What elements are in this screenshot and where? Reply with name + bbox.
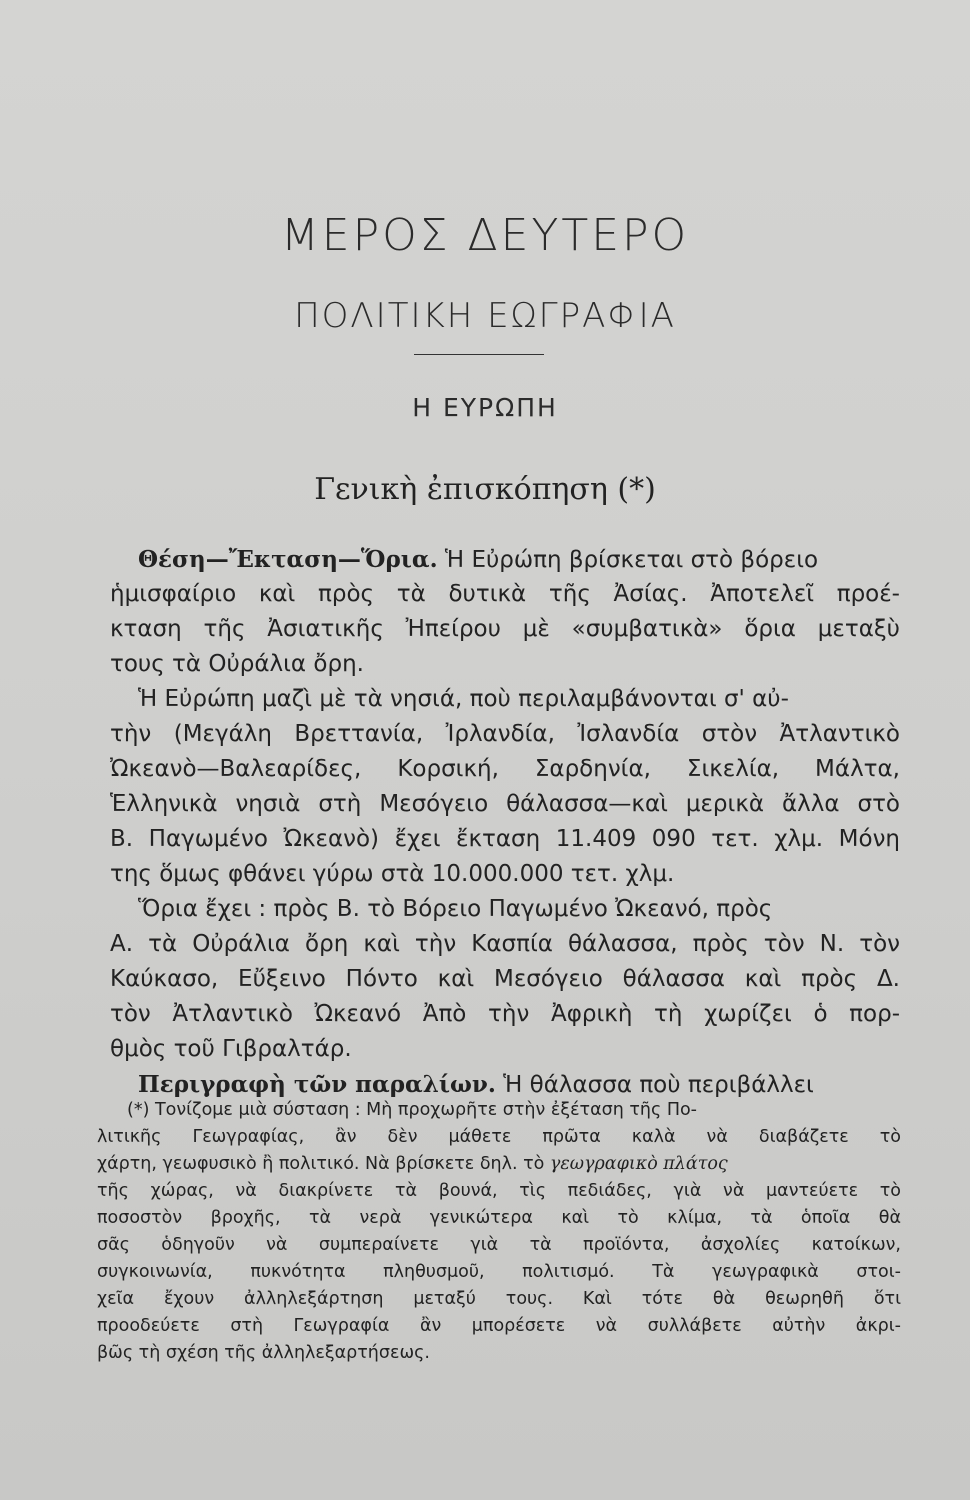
- paragraph-position-line-1: [110, 542, 900, 577]
- text-span: Ἡ Εὐρώπη βρίσκεται στὸ βόρειο: [437, 547, 819, 573]
- footnote-line-7: συγκοινωνία, πυκνότητα πληθυσμοῦ, πολιτισμό. Τὰ γεωγραφικὰ στοι-: [97, 1262, 901, 1282]
- paragraph-area-line-2: τὴν (Μεγάλη Βρεττανία, Ἰρλανδία, Ἰσλανδία στὸν Ἀτλαντικὸ: [110, 721, 900, 747]
- paragraph-position-line-3: κταση τῆς Ἀσιατικῆς Ἠπείρου μὲ «συμβατικὰ» ὅρια μεταξὺ: [110, 616, 900, 642]
- footnote-line-10: βῶς τὴ σχέση τῆς ἀλληλεξαρτήσεως.: [97, 1343, 430, 1363]
- paragraph-area-line-5: Β. Παγωμένο Ὠκεανὸ) ἔχει ἔκταση 11.409 090 τετ. χλμ. Μόνη: [110, 826, 900, 852]
- paragraph-area-line-1: Ἡ Εὐρώπη μαζὶ μὲ τὰ νησιά, ποὺ περιλαμβάνονται σ' αὐ-: [138, 686, 789, 712]
- chapter-title: Η ΕΥΡΩΠΗ: [412, 393, 558, 422]
- section-title: ΠΟΛΙΤΙΚΗ ΕΩΓΡΑΦΙΑ: [294, 296, 676, 336]
- paragraph-borders-line-3: Καύκασο, Εὔξεινο Πόντο καὶ Μεσόγειο θάλασσα καὶ πρὸς Δ.: [110, 966, 900, 992]
- footnote-line-8: χεῖα ἔχουν ἀλληλεξάρτηση μεταξύ τους. Καὶ τότε θὰ θεωρηθῆ ὅτι: [97, 1289, 901, 1309]
- paragraph-position-line-2: ἡμισφαίριο καὶ πρὸς τὰ δυτικὰ τῆς Ἀσίας. Ἀποτελεῖ προέ-: [110, 581, 900, 607]
- footnote-line-4: τῆς χώρας, νὰ διακρίνετε τὰ βουνά, τὶς πεδιάδες, γιὰ νὰ μαντεύετε τὸ: [97, 1181, 901, 1201]
- footnote-line-3: [97, 1151, 901, 1178]
- paragraph-borders-line-5: θμὸς τοῦ Γιβραλτάρ.: [110, 1036, 352, 1062]
- text-span: χάρτη, γεωφυσικὸ ἢ πολιτικό. Νὰ βρίσκετε δηλ. τὸ: [97, 1154, 550, 1174]
- body-text: [110, 542, 900, 1102]
- footnote-line-2: λιτικῆς Γεωγραφίας, ἂν δὲν μάθετε πρῶτα καλὰ νὰ διαβάζετε τὸ: [97, 1127, 901, 1147]
- italic-term: γεωγραφικὸ πλάτος: [549, 1154, 728, 1174]
- paragraph-borders-line-4: τὸν Ἀτλαντικὸ Ὠκεανό Ἀπὸ τὴν Ἀφρικὴ τὴ χωρίζει ὁ πορ-: [110, 1001, 900, 1027]
- paragraph-borders-line-2: Α. τὰ Οὐράλια ὄρη καὶ τὴν Κασπία θάλασσα, πρὸς τὸν Ν. τὸν: [110, 931, 900, 957]
- footnote: [97, 1097, 901, 1367]
- footnote-line-9: προοδεύετε στὴ Γεωγραφία ἂν μπορέσετε νὰ συλλάβετε αὐτὴν ἀκρι-: [97, 1316, 901, 1336]
- paragraph-position-line-4: τους τὰ Οὐράλια ὄρη.: [110, 651, 364, 677]
- paragraph-area-line-4: Ἑλληνικὰ νησιὰ στὴ Μεσόγειο θάλασσα—καὶ μερικὰ ἄλλα στὸ: [110, 791, 900, 817]
- footnote-line-1: (*) Τονίζομε μιὰ σύσταση : Μὴ προχωρῆτε στὴν ἐξέταση τῆς Πο-: [127, 1100, 697, 1120]
- title-divider: [414, 354, 544, 355]
- paragraph-area-line-3: Ὠκεανὸ—Βαλεαρίδες, Κορσική, Σαρδηνία, Σικελία, Μάλτα,: [110, 756, 900, 782]
- footnote-line-5: ποσοστὸν βροχῆς, τὰ νερὰ γενικώτερα καὶ τὸ κλίμα, τὰ ὁποῖα θὰ: [97, 1208, 901, 1228]
- paragraph-borders-line-1: Ὅρια ἔχει : πρὸς Β. τὸ Βόρειο Παγωμένο Ὠκεανό, πρὸς: [138, 896, 773, 922]
- paragraph-area-line-6: της ὅμως φθάνει γύρω στὰ 10.000.000 τετ. χλμ.: [110, 861, 675, 887]
- text-span: Ἡ θάλασσα ποὺ περιβάλλει: [495, 1072, 814, 1098]
- chapter-subtitle: Γενικὴ ἐπισκόπηση (*): [314, 472, 656, 507]
- footnote-line-6: σᾶς ὁδηγοῦν νὰ συμπεραίνετε γιὰ τὰ προϊόντα, ἀσχολίες κατοίκων,: [97, 1235, 901, 1255]
- paragraph-heading-position: Θέση—Ἔκταση—Ὅρια.: [138, 546, 438, 573]
- paragraph-heading-coasts: Περιγραφὴ τῶν παραλίων.: [138, 1071, 496, 1098]
- part-title: ΜΕΡΟΣ ΔΕΥΤΕΡΟ: [280, 210, 690, 261]
